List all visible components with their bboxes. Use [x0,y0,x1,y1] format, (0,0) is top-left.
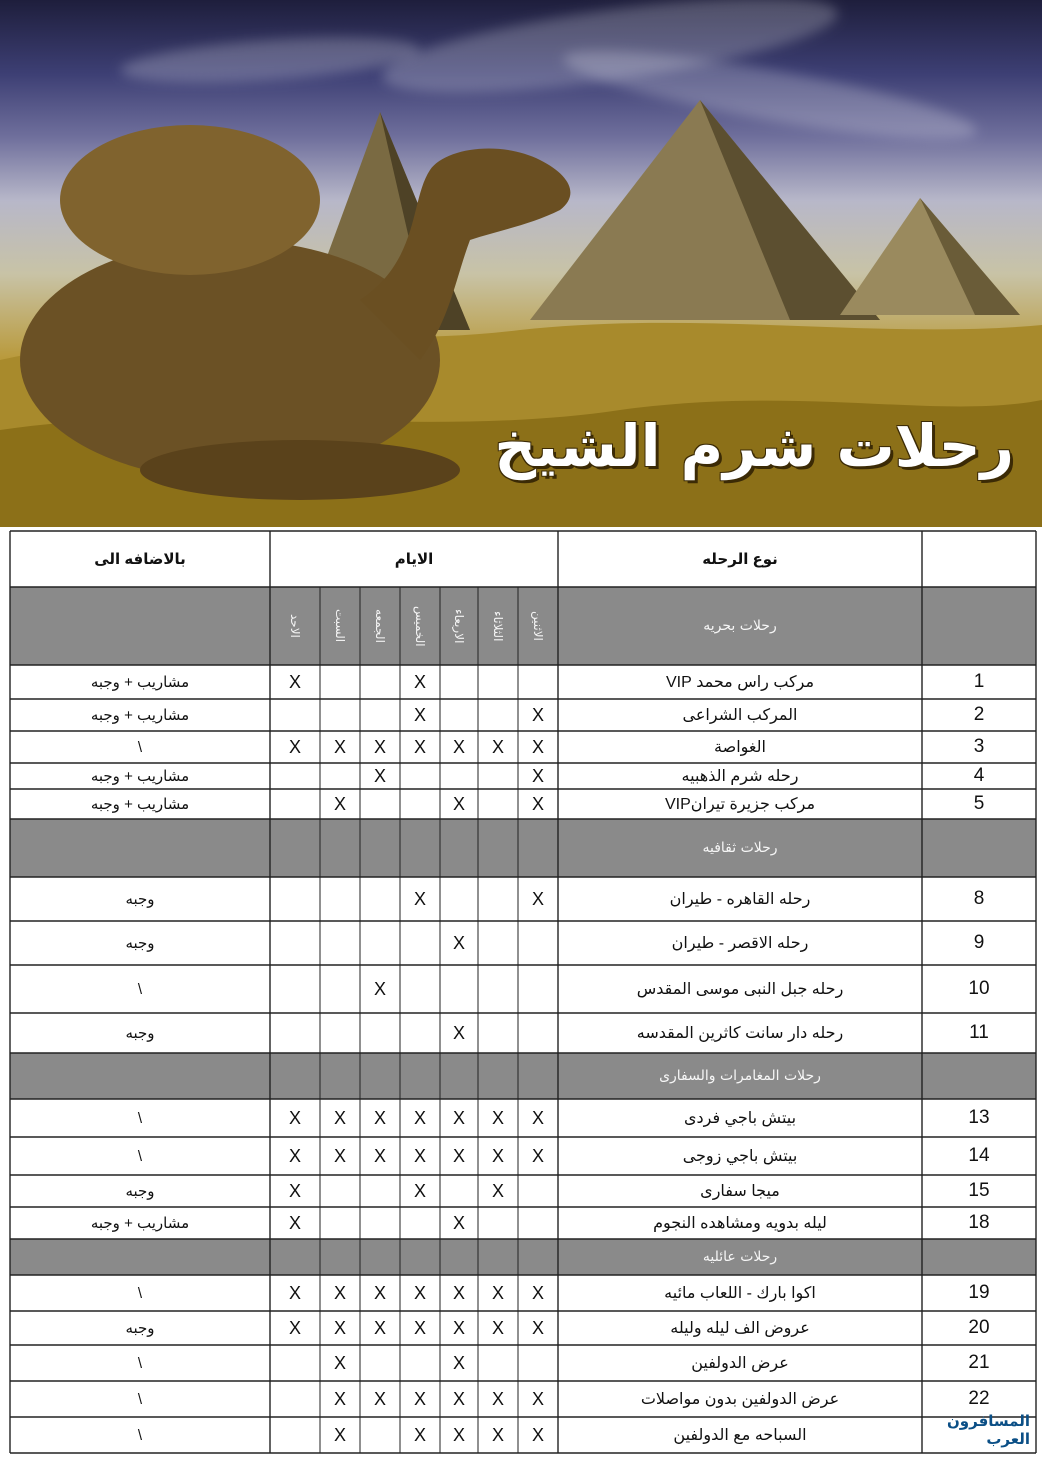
day-mark: X [491,736,504,757]
day-mark: X [373,1317,386,1338]
day-mark: X [288,1145,301,1166]
day-mark: X [373,1388,386,1409]
day-mark [320,1175,360,1207]
day-mark [440,763,478,789]
trip-number: 4 [973,765,985,786]
trip-extras: مشاريب + وجبه [90,768,190,785]
day-mark [518,1207,558,1239]
day-mark: X [413,736,426,757]
day-mark: X [491,1145,504,1166]
trip-number: 5 [973,793,985,814]
day-mark [478,763,518,789]
day-mark: X [531,793,544,814]
trip-extras: \ [137,1426,143,1444]
day-mark: X [413,888,426,909]
day-mark [270,789,320,819]
day-mark [478,877,518,921]
section-label: رحلات عائليه [702,1249,778,1265]
day-label: الخميس [413,605,427,647]
day-mark: X [413,1424,426,1445]
day-mark: X [413,1107,426,1128]
day-mark: X [333,793,346,814]
day-mark [400,1345,440,1381]
day-mark: X [413,1145,426,1166]
day-mark [270,921,320,965]
trip-name: رحله جبل النبى موسى المقدس [636,981,844,998]
trip-extras: \ [137,1109,143,1127]
day-mark: X [452,1388,465,1409]
trip-extras: وجبه [125,891,155,908]
day-label: الاربعاء [452,608,466,644]
day-mark: X [333,1388,346,1409]
day-label: الاثنين [531,611,545,641]
page-title: رحلات شرم الشيخ [494,412,1014,480]
day-mark: X [491,1282,504,1303]
header-banner [0,0,1042,527]
day-mark: X [413,1282,426,1303]
day-mark [270,1013,320,1053]
day-mark [360,1175,400,1207]
day-mark: X [333,1424,346,1445]
day-mark: X [288,1180,301,1201]
day-mark [270,965,320,1013]
day-label: الجمعه [373,609,387,643]
trip-number: 15 [968,1180,990,1201]
trip-name: رحله دار سانت كاثرين المقدسه [636,1025,844,1042]
day-mark [400,965,440,1013]
day-mark [360,789,400,819]
trip-name: ميجا سفارى [700,1183,780,1200]
day-mark [360,1207,400,1239]
day-mark: X [413,704,426,725]
trip-name: رحله الاقصر - طيران [671,935,809,952]
day-mark: X [333,736,346,757]
day-mark: X [333,1352,346,1373]
trip-extras: \ [137,1354,143,1372]
trip-name: مركب جزيرة تيرانVIP [664,796,816,813]
day-mark: X [373,765,386,786]
day-mark: X [491,1424,504,1445]
watermark-text: المسافرون العرب [946,1412,1030,1448]
trip-name: عروض الف ليله وليله [670,1320,810,1337]
day-mark: X [333,1107,346,1128]
day-mark: X [531,1145,544,1166]
site-watermark [934,1410,1030,1450]
day-mark: X [333,1317,346,1338]
day-mark [440,665,478,699]
day-mark [478,921,518,965]
trip-name: مركب راس محمد VIP [665,674,815,691]
day-mark [360,665,400,699]
trip-number: 10 [968,978,990,999]
trip-number: 9 [973,932,985,953]
day-mark: X [452,1145,465,1166]
day-mark: X [452,932,465,953]
trip-name: رحله القاهره - طيران [669,891,811,908]
trip-extras: مشاريب + وجبه [90,796,190,813]
day-mark [320,1207,360,1239]
day-mark [518,1345,558,1381]
trip-extras: مشاريب + وجبه [90,674,190,691]
day-mark: X [531,1388,544,1409]
day-mark: X [373,736,386,757]
day-mark [478,1013,518,1053]
day-mark: X [491,1317,504,1338]
day-mark: X [491,1388,504,1409]
day-mark [270,763,320,789]
trip-extras: \ [137,1390,143,1408]
day-mark: X [333,1282,346,1303]
trip-name: بيتش باجي زوجى [682,1148,798,1165]
day-mark: X [373,1282,386,1303]
day-mark [320,763,360,789]
day-mark: X [288,1212,301,1233]
trip-name: الغواصة [714,739,766,756]
trip-extras: \ [137,980,143,998]
day-mark [270,1381,320,1417]
day-mark [400,1207,440,1239]
trip-number: 14 [968,1145,990,1166]
day-mark [440,1175,478,1207]
trip-extras: \ [137,1284,143,1302]
trip-number: 22 [968,1388,990,1409]
trip-name: السباحه مع الدولفين [673,1427,807,1444]
day-label: السبت [333,609,347,643]
day-mark [478,1207,518,1239]
day-mark: X [452,1424,465,1445]
day-mark [518,965,558,1013]
day-mark [440,877,478,921]
trip-number: 13 [968,1107,990,1128]
trip-number: 19 [968,1282,990,1303]
trip-extras: وجبه [125,1183,155,1200]
day-mark: X [491,1180,504,1201]
day-mark [478,1345,518,1381]
trip-number: 18 [968,1212,990,1233]
trip-extras: \ [137,1147,143,1165]
trips-schedule-table [0,527,1042,1460]
day-mark [518,921,558,965]
day-mark: X [288,671,301,692]
day-mark [320,1013,360,1053]
day-mark [518,1175,558,1207]
trip-extras: مشاريب + وجبه [90,1215,190,1232]
day-mark: X [288,1282,301,1303]
day-mark: X [452,1317,465,1338]
day-mark [478,699,518,731]
day-mark: X [288,1317,301,1338]
day-mark: X [452,1282,465,1303]
day-mark [440,699,478,731]
trip-extras: وجبه [125,1320,155,1337]
day-mark: X [531,1424,544,1445]
day-mark: X [531,1317,544,1338]
day-mark [440,965,478,1013]
day-mark: X [452,1352,465,1373]
day-mark [320,699,360,731]
day-mark [320,877,360,921]
trip-number: 20 [968,1317,990,1338]
day-mark: X [288,736,301,757]
day-mark [360,877,400,921]
trip-name: رحله شرم الذهبيه [681,768,799,785]
day-mark: X [452,1022,465,1043]
day-mark [320,921,360,965]
day-mark: X [452,1107,465,1128]
section-label: رحلات المغامرات والسفارى [659,1068,821,1084]
day-mark [270,1417,320,1453]
trip-number: 21 [968,1352,990,1373]
day-mark: X [491,1107,504,1128]
day-mark: X [452,1212,465,1233]
trip-name: عرض الدولفين بدون مواصلات [640,1391,840,1408]
day-mark: X [531,704,544,725]
day-mark: X [413,1317,426,1338]
trip-number: 3 [973,736,985,757]
day-mark [320,965,360,1013]
trip-extras: \ [137,738,143,756]
trip-number: 11 [969,1022,989,1043]
day-mark [400,921,440,965]
day-mark [360,921,400,965]
day-mark: X [413,1388,426,1409]
day-mark [360,1345,400,1381]
header-extras: بالاضافه الى [94,551,186,568]
day-mark: X [452,793,465,814]
day-mark: X [373,978,386,999]
section-label: رحلات بحريه [703,618,777,634]
header-days: الايام [394,551,434,568]
day-mark: X [288,1107,301,1128]
trip-number: 8 [973,888,985,909]
day-mark [478,665,518,699]
day-mark: X [373,1107,386,1128]
day-mark [270,699,320,731]
trip-number: 2 [973,704,985,725]
day-mark: X [373,1145,386,1166]
trip-name: المركب الشراعى [682,707,798,724]
day-mark [270,1345,320,1381]
day-mark: X [452,736,465,757]
day-mark: X [531,888,544,909]
day-label: الاحد [288,614,302,638]
day-mark: X [531,1107,544,1128]
day-mark [478,789,518,819]
day-mark [400,789,440,819]
section-label: رحلات ثقافيه [702,840,778,856]
day-mark [400,1013,440,1053]
day-mark: X [531,765,544,786]
day-label: الثلاثاء [491,610,505,642]
trip-name: بيتش باجي فردى [683,1110,797,1127]
day-mark: X [333,1145,346,1166]
trip-name: عرض الدولفين [691,1355,789,1372]
trip-extras: مشاريب + وجبه [90,707,190,724]
day-mark [400,763,440,789]
trip-extras: وجبه [125,1025,155,1042]
trip-name: اكوا بارك - اللعاب مائيه [664,1285,816,1302]
day-mark [518,665,558,699]
trip-extras: وجبه [125,935,155,952]
trip-name: ليله بدويه ومشاهده النجوم [653,1215,827,1232]
day-mark [270,877,320,921]
day-mark [320,665,360,699]
day-mark: X [413,671,426,692]
day-mark [478,965,518,1013]
day-mark [360,1417,400,1453]
day-mark [360,1013,400,1053]
day-mark: X [531,736,544,757]
trip-number: 1 [973,671,985,692]
day-mark: X [413,1180,426,1201]
day-mark: X [531,1282,544,1303]
day-mark [518,1013,558,1053]
header-trip-type: نوع الرحله [702,551,778,568]
day-mark [360,699,400,731]
